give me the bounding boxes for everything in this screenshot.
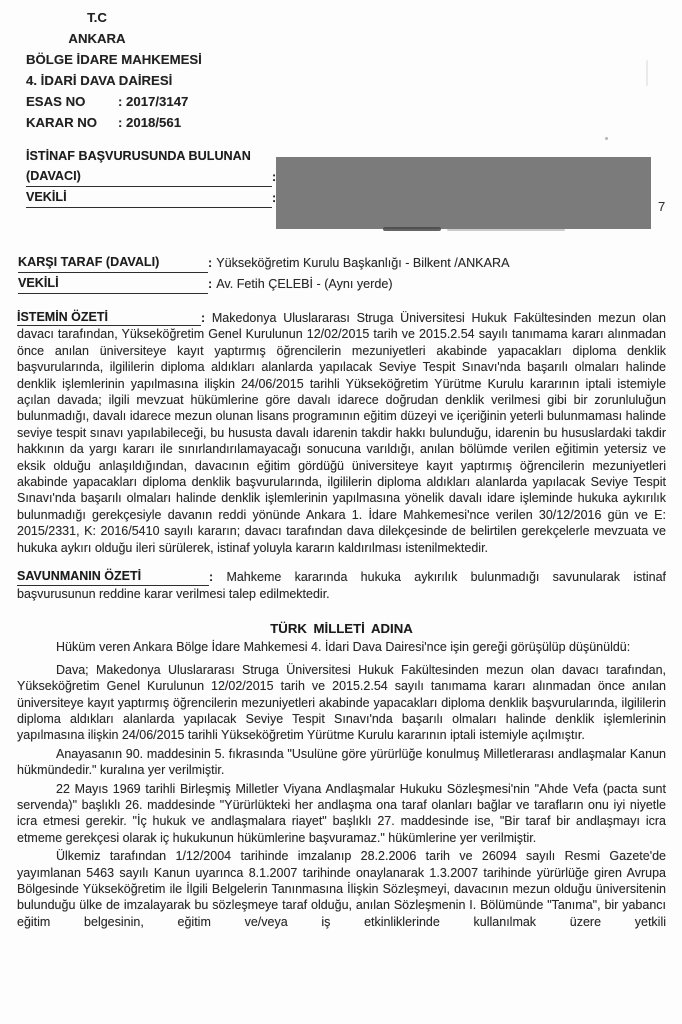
esas-no-row: [26, 91, 212, 112]
decision-body: [17, 309, 666, 930]
header-line-court: BÖLGE İDARE MAHKEMESİ: [26, 52, 202, 67]
scan-streak: [646, 60, 648, 86]
dava-paragraph: Dava; Makedonya Uluslararası Struga Üniversitesi Hukuk Fakültesinden mezun olan davacı tarafından, Yükseköğretim Genel Kurulunun 12/02/2015 tarih ve 2015.2.54 sayılı tanımama kararı alınmadan önce anılan üniversiteye kayıt yaptırmış öğrencilerin mezuniyetleri akabinde yapacakları diploma denklik başvurularında, ilgililerin diploma aldıkları alanlarda yapılacak Seviye Tespit Sınavı'nda başarılı olmaları halinde denklik işlemlerinin yapılmasına ilişkin 24/06/2015 tarihli Yükseköğretim Yürütme Kurulu kararının iptali istemiyle açılmıştır.: [17, 662, 666, 743]
vekili2-colon: :: [208, 277, 213, 291]
vekili-label: VEKİLİ: [26, 187, 272, 208]
istemin-ozeti-text: Makedonya Uluslararası Struga Üniversitesi Hukuk Fakültesinden mezun olan davacı tarafından, Yükseköğretim Genel Kurulunun 12/02/2015 tarih ve 2015.2.54 sayılı tanımama kararı alınmadan önce anılan üniversiteye kayıt yaptırmış öğrencilerin mezuniyetleri akabinde yapacakları diploma denklik başvurularında, ilgililerin diploma aldıkları alanlarda yapılacak Seviye Tespit Sınavı'nda başarılı olmaları halinde denklik işlemlerinin yapılmasına ilişkin 24/06/2015 tarihli Yükseköğretim Yürütme Kurulu kararının iptali istemiyle açılan davada; ilgili mevzuat hükümlerine göre davalı idarece doğrudan denklik verilmesi gibi bir zorunluluğun bulunmadığı, davalı idarece mezun olunan lisans programının eğitim düzeyi ve içeriğinin yeterli bulunmaması halinde seviye tespit sınavı yapılabileceği, bu hususta davalı idarenin takdir hakkı bulunduğu, idarenin bu hususlardaki takdir hakkının da yargı kararı ile sınırlandırılamayacağı sonucuna varıldığı, anılan bölümde verilen eğitimin yetersiz ve eksik olduğu anlaşıldığından, davacının eğitim gördüğü üniversiteye kayıt yaptırmış öğrencilerin mezuniyetleri akabinde yapacakları diploma denklik başvurularında, ilgililerin diploma aldıkları alanlarda yapılacak Seviye Tespit Sınavı'nda başarılı olmaları halinde denklik işlemlerinin yapılmasına yönelik davalı idare işleminde hukuka aykırılık bulunmadığı gerekçesiyle davanın reddi yönünde Ankara 1. İdare Mahkemesi'nce verilen 30/12/2016 gün ve E: 2015/2331, K: 2016/5410 sayılı kararın; davacı tarafından dava dilekçesinde de belirtilen gerekçelerle mevzuata ve hukuka aykırı olduğu ileri sürülerek, istinaf yoluyla kararın kaldırılması istenilmektedir.: [17, 311, 666, 555]
vekili2-row: [18, 273, 666, 294]
karsi-taraf-row: [18, 252, 666, 273]
esas-no-value: : 2017/3147: [118, 94, 189, 109]
karsi-taraf-colon: :: [208, 256, 213, 270]
respondent-block: [18, 252, 666, 294]
savunma-ozeti-paragraph: [17, 568, 666, 602]
savunma-ozeti-text: Mahkeme kararında hukuka aykırılık bulunmadığı savunularak istinaf başvurusunun reddine karar verilmesi talep edilmektedir.: [17, 570, 666, 601]
redaction-box: [276, 157, 651, 229]
vekili2-value: Av. Fetih ÇELEBİ - (Aynı yerde): [216, 277, 393, 291]
viyana-paragraph: 22 Mayıs 1969 tarihli Birleşmiş Milletler Viyana Andlaşmalar Hukuku Sözleşmesi'nin "Ahde Vefa (pacta sunt servenda)" başlıklı 26. maddesinde "Yürürlükteki her andlaşma ona taraf olanları bağlar ve tarafların onu iyi niyetle icra etmesi gerekir. "İç hukuk ve andlaşmalara riayet" başlıklı 27. maddesinde ise, "Bir taraf bir andlaşmayı icra etmeme gerekçesi olarak iç hukukunun hükümlerine başvuramaz." hükümlerine yer verilmiştir.: [17, 781, 666, 845]
anayasa-paragraph: Anayasanın 90. maddesinin 5. fıkrasında "Usulüne göre yürürlüğe konulmuş Milletlerarası andlaşmalar Kanun hükmündedir." kuralına yer verilmiştir.: [17, 746, 666, 778]
redacted-text-remnant-light: [447, 229, 565, 231]
intro-paragraph: Hüküm veren Ankara Bölge İdare Mahkemesi 4. İdari Dava Dairesi'nce işin gereği görüşülüp düşünüldü:: [56, 640, 631, 655]
header-line-city: ANKARA: [68, 31, 126, 46]
esas-no-label: ESAS NO: [26, 94, 86, 109]
scan-speck: [605, 137, 608, 140]
karar-no-row: [26, 112, 212, 133]
ulkemiz-paragraph: Ülkemiz tarafından 1/12/2004 tarihinde imzalanıp 28.2.2006 tarih ve 26094 sayılı Resmi Gazete'de yayımlanan 5463 sayılı Kanun uyarınca 8.1.2007 tarihinde onaylanarak 1.3.2007 tarihinde yürürlüğe giren Avrupa Bölgesinde Yükseköğretim ile İlgili Belgelerin Tanınmasına İlişkin Sözleşmeyi, davacının mezun olduğu üniversitenin bulunduğu ülke de imzalayarak bu sözleşmeye taraf olduğu, anılan Sözleşmenin I. Bölümünde "Tanıma", bir yabancı eğitim belgesinin, eğitim ve/veya iş etkinliklerinde kullanılmak üzere yetkili: [17, 849, 666, 929]
karsi-taraf-label: KARŞI TARAF (DAVALI): [18, 252, 208, 273]
header-line-chamber: 4. İDARİ DAVA DAİRESİ: [26, 73, 173, 88]
turk-milleti-adina-heading: TÜRK MİLLETİ ADINA: [270, 620, 413, 636]
karsi-taraf-value: Yükseköğretim Kurulu Başkanlığı - Bilkent /ANKARA: [216, 256, 510, 270]
istinaf-title: İSTİNAF BAŞVURUSUNDA BULUNAN: [26, 149, 251, 163]
page-number: 7: [658, 199, 666, 214]
vekili2-label: VEKİLİ: [18, 273, 208, 294]
court-header: [26, 7, 212, 133]
istemin-ozeti-colon: :: [201, 311, 206, 325]
savunma-ozeti-label: SAVUNMANIN ÖZETİ: [17, 568, 209, 585]
redacted-text-remnant: [383, 227, 441, 231]
savunma-ozeti-colon: :: [209, 570, 214, 585]
davaci-colon: :: [272, 170, 277, 184]
istemin-ozeti-label: İSTEMİN ÖZETİ: [17, 309, 201, 326]
istemin-ozeti-paragraph: [17, 309, 666, 556]
karar-no-value: : 2018/561: [118, 115, 182, 130]
davaci-label: (DAVACI): [26, 166, 272, 187]
header-line-tc: T.C: [87, 10, 107, 25]
karar-no-label: KARAR NO: [26, 115, 98, 130]
vekili-colon: :: [272, 191, 277, 205]
